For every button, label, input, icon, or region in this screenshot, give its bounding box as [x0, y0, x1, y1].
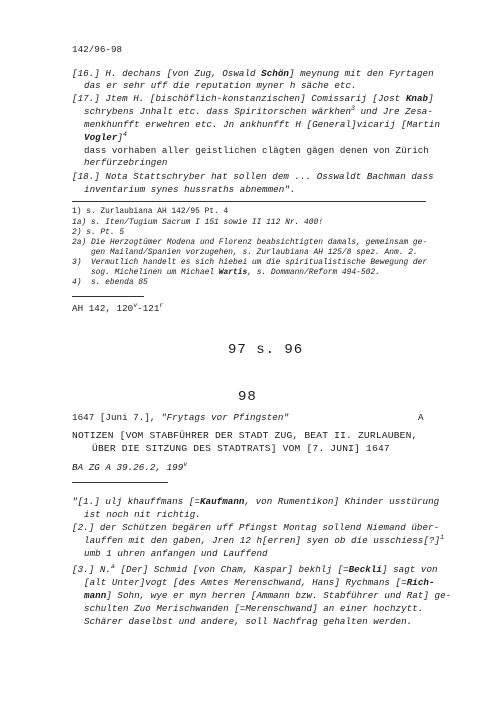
divider [72, 201, 426, 202]
entry-17-text: [17.] Jtem H. [bischöflich-konstanzischen] Comissarij [Jost [72, 93, 406, 104]
date-line [72, 412, 289, 423]
body-item-1-line1 [72, 496, 439, 507]
entry-17-name: Knab [405, 93, 429, 104]
body-item-1-line2: ist noch nit richtig. [84, 509, 201, 520]
entry-16-line1 [72, 68, 434, 79]
entry-17-name-vogler: Vogler [84, 132, 118, 143]
entry-17-line4 [84, 132, 127, 143]
entry-17-bracket: ] [117, 132, 123, 143]
body-name: Kaufmann [199, 496, 245, 507]
body-item-3-line5: Schärer daselbst und andere, soll Nachfrag gehalten werden. [84, 616, 413, 627]
entry-16-text: [16.] H. dechans [von Zug, Oswald [72, 68, 262, 79]
body-item-3-line3 [84, 590, 451, 601]
body-text: "[1.] ulj khauffmans [= [72, 496, 200, 507]
document-number: 98 [238, 389, 257, 405]
body-item-2-line2 [84, 535, 444, 546]
body-text: lauffen mit den gaben, Jren 12 h[erren] syen ob die usschiess[?] [84, 535, 441, 546]
footnote-2a-line2: gen Mailand/Spanien vorzugehen, s. Zurlaubiana AH 125/8 spez. Anm. 2. [72, 248, 418, 257]
entry-16-text-rest: ] meynung mit den Fyrtagen [288, 68, 434, 79]
short-divider [72, 482, 168, 483]
body-text: [3.] N. [72, 564, 111, 575]
source-ref-mid: -121 [137, 303, 160, 314]
source-reference [72, 303, 163, 314]
footnote-marker: 1 [440, 534, 445, 541]
page-marker: 97 s. 96 [228, 342, 304, 358]
body-text: [Der] Schmid [von Cham, Kaspar] bekhlj [= [114, 564, 349, 575]
footnote-2a-line1: 2a) Die Herzogtümer Modena und Florenz beabsichtigten damals, gemeinsam ge- [72, 238, 428, 247]
entry-17-line2-text: schrybens Jnhalt etc. dass Spiritorschen wärkhen [84, 106, 352, 117]
entry-17-line2-rest: und Jre Zesa- [355, 106, 433, 117]
document-letter: A [418, 412, 424, 423]
body-name: Rich- [406, 577, 435, 588]
archive-reference [72, 462, 187, 473]
entry-17-line3: menkhunfft erwehren etc. Jn ankhunfft H [General]vicarij [Martin [84, 119, 441, 130]
body-item-3-line4: schulten Zuo Merischwanden [=Merenschwand] an einer hochzytt. [84, 603, 424, 614]
body-text: [alt Unter]vogt [des Amtes Merenschwand, Hans] Rychmans [= [84, 577, 407, 588]
document-title-line2: ÜBER DIE SITZUNG DES STADTRATS] VOM [7. JUNI] 1647 [92, 443, 390, 454]
archive-ref-sup: v [183, 461, 188, 468]
page-reference: 142/96-98 [72, 44, 123, 55]
footnote-4: 4) s. ebenda 85 [72, 278, 148, 287]
body-text: , von Rumentikon] Khinder usstürung [244, 496, 440, 507]
body-item-2-line1: [2.] der Schützen begären uff Pfingst Montag sollend Niemand über- [72, 522, 440, 533]
body-name: Beckli [348, 564, 382, 575]
source-ref-sup: r [159, 302, 164, 309]
entry-18-line2: inventarium synes hussraths abnemmen". [84, 184, 296, 195]
body-item-3-line1 [72, 564, 438, 575]
entry-18-line1: [18.] Nota Stattschryber hat sollen dem ... Osswaldt Bachman dass [72, 171, 434, 182]
short-divider [72, 296, 144, 297]
archive-ref-text: BA ZG A 39.26.2, 199 [72, 462, 184, 473]
body-name: mann [84, 590, 107, 601]
footnote-marker: 4 [122, 131, 127, 138]
footnote-3-name: Wartis [218, 268, 248, 277]
entry-16-name: Schön [261, 68, 289, 79]
source-ref-sup: v [133, 302, 138, 309]
date-text: 1647 [Juni 7.], [72, 412, 162, 423]
body-text: ] Sohn, wye er myn herren [Ammann bzw. Stabführer und Rat] ge- [106, 590, 452, 601]
body-item-2-line3: umb 1 uhren anfangen und Lauffend [84, 548, 268, 559]
document-title-line1: NOTIZEN [VOM STABFÜHRER DER STADT ZUG, BEAT II. ZURLAUBEN, [72, 430, 418, 441]
entry-17-line5: dass vorhaben aller geistlichen clägten gägen denen von Zürich [84, 145, 429, 156]
entry-17-line6: herfürzebringen [84, 157, 168, 168]
body-item-3-line2 [84, 577, 435, 588]
source-ref-text: AH 142, 120 [72, 303, 134, 314]
body-text: ] sagt von [381, 564, 438, 575]
footnote-marker: 3 [351, 105, 355, 112]
footnote-3-rest: , s. Dommann/Reform 494-502. [247, 268, 380, 277]
body-sup: a [110, 563, 115, 570]
entry-17-line1 [72, 93, 434, 104]
footnote-3-line1: 3) Vermutlich handelt es sich hiebei um die spiritualistische Bewegung der [72, 258, 428, 267]
footnote-1: 1) s. Zurlaubiana AH 142/95 Pt. 4 [72, 207, 229, 216]
footnote-1a: 1a) s. Iten/Tugium Sacrum I 151 sowie II 112 Nr. 400! [72, 218, 323, 227]
footnote-3-line2 [72, 268, 380, 277]
footnote-3-text: sog. Michelinen um Michael [72, 268, 219, 277]
date-quote: "Frytags vor Pfingsten" [161, 412, 289, 423]
entry-17-line2 [84, 106, 433, 117]
entry-16-line2: das er sehr uff die reputation myner h säche etc. [84, 80, 357, 91]
footnote-2: 2) s. Pt. 5 [72, 228, 125, 237]
entry-17-text-rest: ] [428, 93, 434, 104]
